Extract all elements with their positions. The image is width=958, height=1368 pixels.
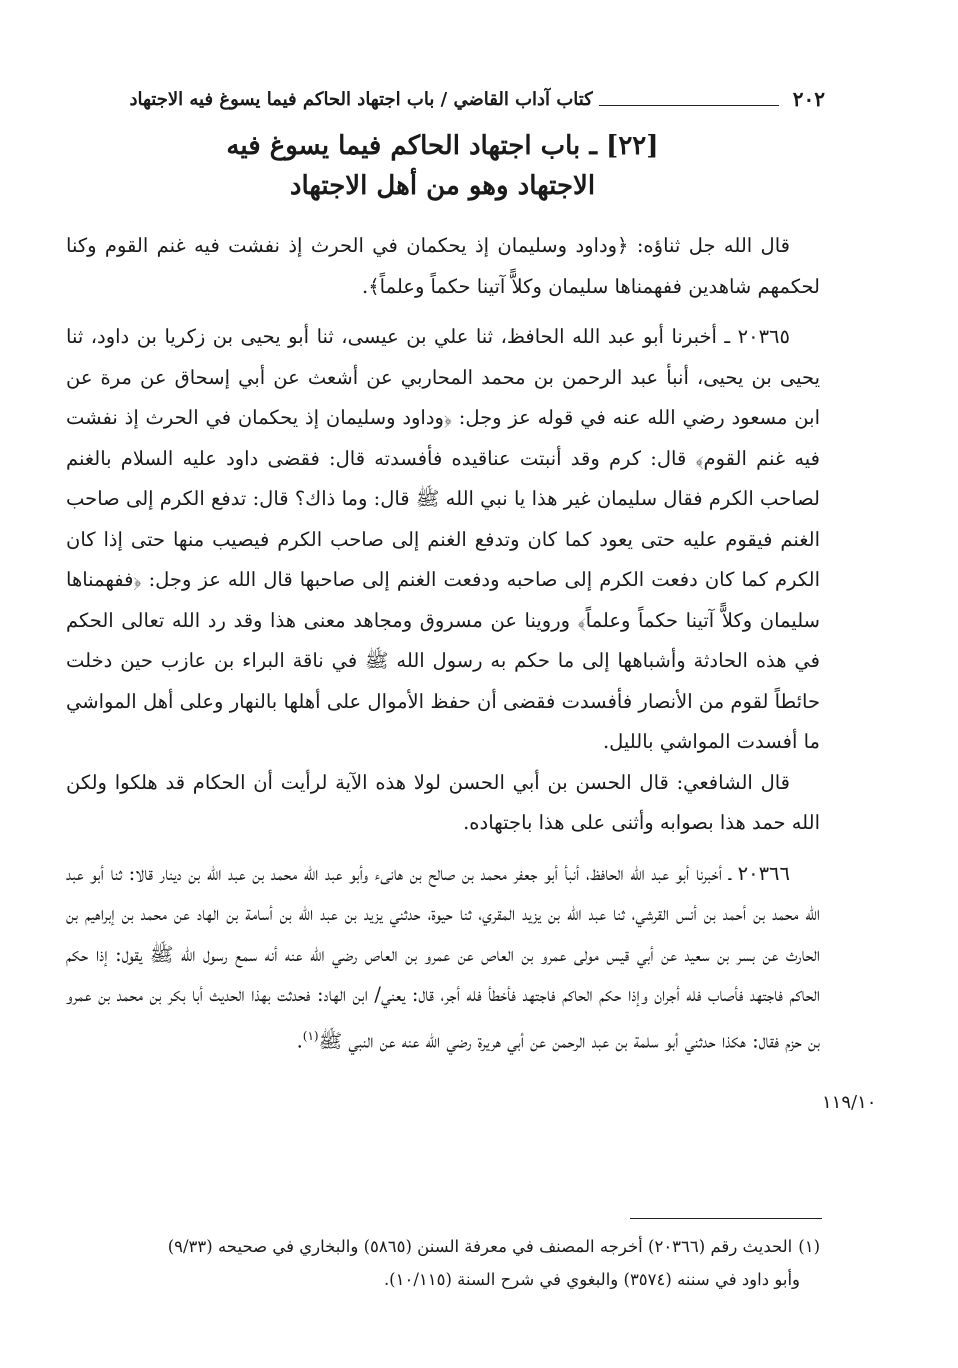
chapter-title [60, 126, 825, 206]
footnote-separator [630, 1218, 822, 1219]
footnote-1 [66, 1230, 820, 1263]
hadith-20366-text: ٢٠٣٦٦ ـ أخبرنا أبو عبد الله الحافظ، أنبأ أبو جعفر محمد بن صالح بن هانىء وأبو عبد الله محمد بن عبد الله بن دينار قالا: ثنا أبو عبد الله محمد بن أحمد بن أنس القرشي، ثنا عبد الله بن يزيد المقري، ثنا حيوة، حدثني يزيد بن عبد الله بن أسامة بن الهاد عن محمد بن إبراهيم بن الحارث عن بسر بن سعيد عن أبي قيس مولى عمرو بن العاص عن عمرو بن العاص رضي الله عنه أنه سمع رسول الله ﷺ يقول: إذا حكم الحاكم فاجتهد فأصاب فله أجران وإذا حكم الحاكم فاجتهد فأخطأ فله أجر، قال: يعني/ ابن الهاد: فحدثت بهذا الحديث أبا بكر بن محمد بن عمرو بن حزم فقال: هكذا حدثني أبو سلمة بن عبد الرحمن عن أبي هريرة رضي الله عنه عن النبي ﷺ [66, 861, 820, 1052]
hadith-20365: ٢٠٣٦٥ ـ أخبرنا أبو عبد الله الحافظ، ثنا علي بن عيسى، ثنا أبو يحيى بن زكريا بن داود، ثنا يحيى بن يحيى، أنبأ عبد الرحمن بن محمد المحاربي عن أشعث عن أبي إسحاق عن مرة عن ابن مسعود رضي الله عنه في قوله عز وجل: ﴿وداود وسليمان إذ يحكمان في الحرث إذ نفشت فيه غنم القوم﴾ قال: كرم وقد أنبتت عناقيده فأفسدته قال: فقضى داود عليه السلام بالغنم لصاحب الكرم فقال سليمان غير هذا يا نبي الله ﷺ قال: وما ذاك؟ قال: تدفع الكرم إلى صاحب الغنم فيقوم عليه حتى يعود كما كان وتدفع الغنم إلى صاحب الكرم فيصيب منها حتى إذا كان الكرم كما كان دفعت الكرم إلى صاحبه ودفعت الغنم إلى صاحبها قال الله عز وجل: ﴿ففهمناها سليمان وكلاًّ آتينا حكماً وعلماً﴾ وروينا عن مسروق ومجاهد معنى هذا وقد رد الله تعالى الحكم في هذه الحادثة وأشباهها إلى ما حكم به رسول الله ﷺ في ناقة البراء بن عازب حين دخلت حائطاً لقوم من الأنصار فأفسدت فقضى أن حفظ الأموال على أهلها بالنهار وعلى أهل المواشي ما أفسدت المواشي بالليل. [66, 325, 820, 753]
footnote-reference[interactable]: (١) [302, 1028, 319, 1043]
paragraph-quran-verse: قال الله جل ثناؤه: ﴿وداود وسليمان إذ يحكمان في الحرث إذ نفشت فيه غنم القوم وكنا لحكمهم شاهدين ففهمناها سليمان وكلاًّ آتينا حكماً وعلماً﴾. [66, 234, 820, 298]
body-text [66, 226, 820, 1062]
page-number: ٢٠٢ [792, 87, 825, 111]
running-header [60, 84, 825, 114]
margin-reference: ١١٩/١٠ [822, 1092, 877, 1113]
footnote-marker: (١) [798, 1237, 820, 1256]
footnotes [66, 1230, 820, 1296]
paragraph-shafii: قال الشافعي: قال الحسن بن أبي الحسن لولا هذه الآية لرأيت أن الحكام قد هلكوا ولكن الله حمد هذا بصوابه وأثنى على هذا باجتهاده. [66, 770, 820, 834]
header-rule [599, 105, 779, 106]
hadith-20366 [66, 854, 820, 1062]
running-title: كتاب آداب القاضي / باب اجتهاد الحاكم فيما يسوغ فيه الاجتهاد [129, 88, 593, 110]
hadith-20366-end: . [296, 1029, 303, 1052]
footnote-1-line-2: وأبو داود في سننه (٣٥٧٤) والبغوي في شرح السنة (١٠/١١٥). [383, 1270, 800, 1289]
chapter-title-line-1: [٢٢] ـ باب اجتهاد الحاكم فيما يسوغ فيه [226, 131, 659, 161]
footnote-1-line-1: الحديث رقم (٢٠٣٦٦) أخرجه المصنف في معرفة السنن (٥٨٦٥) والبخاري في صحيحه (٩/٣٣) [167, 1237, 793, 1256]
chapter-title-line-2: الاجتهاد وهو من أهل الاجتهاد [289, 171, 596, 201]
